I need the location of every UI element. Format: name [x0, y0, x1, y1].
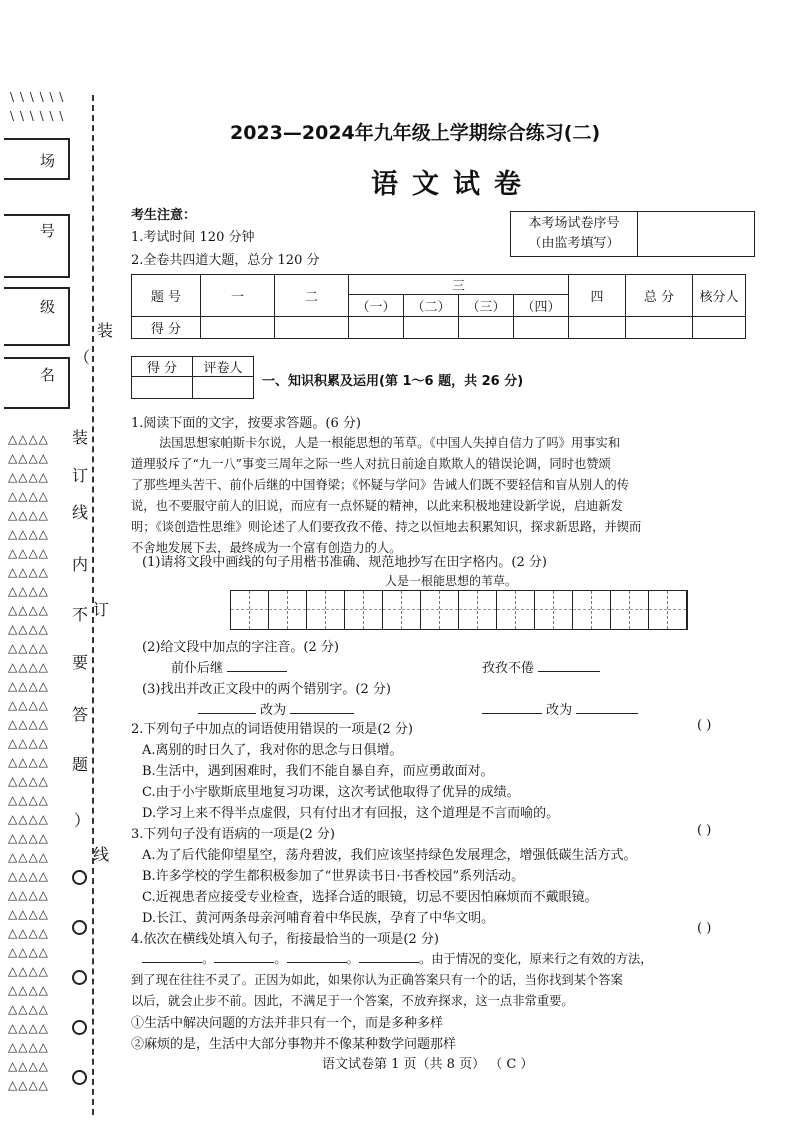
tianzige-half-cell[interactable] [269, 591, 288, 629]
q3-option-b: B.许多学校的学生都积极参加了“世界读书日·书香校园”系列活动。 [142, 869, 525, 884]
tianzige-half-cell[interactable] [554, 591, 573, 629]
binding-strip [0, 0, 125, 1123]
bind-char-outer-6: ） [74, 811, 91, 830]
q1-sub2: (2)给文段中加点的字注音。(2 分) [142, 640, 339, 655]
q2-option-d: D.学习上来不得半点虚假，只有付出才有回报，这个道理是不言而喻的。 [142, 806, 560, 821]
tianzige-half-cell[interactable] [649, 591, 668, 629]
q1-passage-line-3: 了那些埋头苦干、前仆后继的中国脊梁；《怀疑与学问》告诫人们既不要轻信和盲从别人的传 [131, 478, 630, 492]
sequence-label: 本考场试卷序号 [528, 216, 620, 231]
q4-blank-sep-1: 。 [202, 952, 215, 966]
q1-passage-line-2: 道理驳斥了“九一八”事变三周年之际一些人对抗日前途自欺欺人的错误论调，同时也赞颂 [131, 457, 611, 471]
notice-item-1: 1.考试时间 120 分钟 [131, 230, 255, 245]
q2-stem: 2.下列句子中加点的词语使用错误的一项是(2 分) [131, 722, 413, 737]
tianzige-half-cell[interactable] [288, 591, 307, 629]
q4-blank-sep-2: 。 [274, 952, 287, 966]
tianzige-half-cell[interactable] [364, 591, 383, 629]
q4-blank-1[interactable] [142, 950, 202, 963]
decor-slashes: \ \ \ \ \ \ \ \ \ \ \ \ [10, 90, 65, 123]
q1-sub3-right-2[interactable] [576, 701, 638, 714]
q3-option-c: C.近视患者应接受专业检查，选择合适的眼镜，切忌不要因怕麻烦而不戴眼镜。 [142, 890, 598, 905]
binding-hole-3 [72, 970, 87, 985]
binding-hole-4 [72, 1020, 87, 1035]
q1-passage-line-5: 明；《谈创造性思维》则论述了人们要孜孜不倦、持之以恒地去积累知识，探求新思路，并锲而 [131, 520, 642, 534]
score-row-label-score: 得 分 [132, 317, 201, 339]
bind-char-inner-3: 内 [72, 555, 89, 574]
tianzige-half-cell[interactable] [421, 591, 440, 629]
q1-sub2-a [171, 657, 287, 676]
exam-room-box [4, 138, 70, 180]
sequence-input-cell[interactable] [638, 212, 755, 257]
score-row-label-number: 题 号 [132, 275, 201, 317]
score-cell[interactable] [404, 317, 459, 339]
grader-score-cell[interactable] [132, 377, 193, 399]
q3-stem: 3.下列句子没有语病的一项是(2 分) [131, 827, 335, 842]
q1-sub3-change-label-1: 改为 [260, 703, 287, 718]
tianzige-half-cell[interactable] [668, 591, 687, 629]
exam-room-label: 场 [40, 152, 56, 170]
score-cell[interactable] [459, 317, 514, 339]
score-cell[interactable] [693, 317, 746, 339]
score-cell[interactable] [201, 317, 275, 339]
tianzige-half-cell[interactable] [459, 591, 478, 629]
score-cell[interactable] [349, 317, 404, 339]
sequence-sublabel: （由监考填写） [528, 236, 620, 251]
score-table [131, 274, 746, 339]
q4-blank-3[interactable] [287, 950, 347, 963]
q4-answer-paren[interactable]: ( ) [697, 921, 712, 936]
q1-sub2-a-blank[interactable] [227, 659, 287, 672]
q1-sub1: (1)请将文段中画线的句子用楷书准确、规范地抄写在田字格内。(2 分) [142, 555, 547, 570]
q4-blank-2[interactable] [214, 950, 274, 963]
bind-char-inner-7: 题 [72, 755, 89, 774]
col-header-1: 一 [201, 275, 275, 317]
name-label: 名 [40, 366, 56, 384]
score-cell[interactable] [514, 317, 569, 339]
sub-col-2: （二） [404, 295, 459, 317]
q4-blank-sep-3: 。 [346, 952, 359, 966]
q1-sub1-model: 人是一根能思想的苇草。 [385, 574, 518, 588]
q1-passage-line-6: 不舍地发展下去，最终成为一个富有创造力的人。 [131, 541, 402, 555]
bind-char-inner-2: 线 [72, 503, 89, 522]
grader-score-label: 得 分 [132, 357, 193, 377]
tianzige-grid[interactable] [230, 590, 688, 630]
q1-sub3: (3)找出并改正文段中的两个错别字。(2 分) [142, 682, 391, 697]
q4-stem: 4.依次在横线处填入句子，衔接最恰当的一项是(2 分) [131, 932, 439, 947]
tianzige-half-cell[interactable] [516, 591, 535, 629]
class-label: 级 [40, 298, 56, 316]
exam-subject-title: 语文试卷 [371, 169, 535, 200]
q1-sub2-b [482, 657, 600, 676]
tianzige-half-cell[interactable] [573, 591, 592, 629]
binding-hole-1 [72, 870, 87, 885]
score-cell[interactable] [626, 317, 693, 339]
q1-passage-line-1: 法国思想家帕斯卡尔说，人是一根能思想的苇草。《中国人失掉自信力了吗》用事实和 [159, 436, 621, 450]
bind-char-outer-4: 订 [93, 600, 110, 619]
bind-char-outer-1: 装 [97, 321, 114, 340]
tianzige-half-cell[interactable] [231, 591, 250, 629]
q1-sub3-right-1[interactable] [290, 701, 354, 714]
class-box [4, 287, 70, 346]
q1-passage-line-4: 说，也不要服守前人的旧说，而应有一点怀疑的精神，以此来积极地建设新学说，启迪新发 [131, 499, 623, 513]
tianzige-half-cell[interactable] [326, 591, 345, 629]
bind-char-outer-2: （ [74, 348, 91, 367]
sequence-label-cell [511, 212, 638, 257]
tianzige-half-cell[interactable] [307, 591, 326, 629]
binding-hole-2 [72, 920, 87, 935]
exam-number-box [4, 214, 70, 278]
q2-option-b: B.生活中，遇到困难时，我们不能自暴自弃，而应勇敢面对。 [142, 764, 494, 779]
q3-option-a: A.为了后代能仰望星空，荡舟碧波，我们应该坚持绿色发展理念，增强低碳生活方式。 [142, 848, 637, 863]
tianzige-half-cell[interactable] [478, 591, 497, 629]
tianzige-half-cell[interactable] [630, 591, 649, 629]
q1-sub3-wrong-2[interactable] [482, 701, 542, 714]
col-header-3: 三 [349, 275, 569, 295]
q1-sub3-wrong-1[interactable] [198, 701, 256, 714]
bind-char-outer-3: 装 [72, 428, 89, 447]
bind-char-inner-4: 不 [72, 605, 89, 624]
tianzige-half-cell[interactable] [535, 591, 554, 629]
decor-triangles: △△△△ △△△△ △△△△ △△△△ △△△△ △△△△ △△△△ △△△△ △△△△ △△△△ △△△△ △△△△ △△△△ △△△△ △△△△ △△△△ △△△△ △△△△ △△△△ △△△△ △△△△ △△△△ △△△△ △△△△ △△△△ △△△△ △△△△ △△△△ △△△△ △△△△ △△△△ △△△△ △△△△ △△△△ △△△△ [8, 432, 49, 1092]
grader-name-label: 评卷人 [193, 357, 254, 377]
bind-char-inner-1: 订 [72, 466, 89, 485]
page-footer: 语文试卷第 1 页（共 8 页） （ C ） [322, 1057, 534, 1072]
tianzige-half-cell[interactable] [250, 591, 269, 629]
q2-option-a: A.离别的时日久了，我对你的思念与日俱增。 [142, 743, 403, 758]
section-1-title: 一、知识积累及运用(第 1～6 题，共 26 分) [262, 374, 524, 389]
binding-hole-5 [72, 1070, 87, 1085]
q4-passage-line-1 [142, 949, 653, 967]
sub-col-1: （一） [349, 295, 404, 317]
name-box [4, 357, 70, 409]
exam-title: 2023—2024年九年级上学期综合练习(二) [230, 122, 601, 144]
bind-char-inner-5: 要 [72, 653, 89, 672]
exam-number-label: 号 [40, 222, 56, 240]
col-header-total: 总 分 [626, 275, 693, 317]
q4-passage-line-3: 以后，就会止步不前。因此，不满足于一个答案，不放弃探求，这一点非常重要。 [131, 994, 574, 1008]
q1-stem: 1.阅读下面的文字，按要求答题。(6 分) [131, 416, 361, 431]
bind-char-inner-6: 答 [72, 705, 89, 724]
notice-heading: 考生注意： [131, 208, 197, 223]
grader-box [131, 356, 254, 399]
q1-sub3-fix-2 [482, 699, 638, 718]
sub-col-4: （四） [514, 295, 569, 317]
bind-char-outer-5: 线 [93, 845, 110, 864]
q3-option-d: D.长江、黄河两条母亲河哺育着中华民族，孕育了中华文明。 [142, 911, 495, 926]
col-header-checker: 核分人 [693, 275, 746, 317]
tianzige-half-cell[interactable] [611, 591, 630, 629]
score-cell[interactable] [275, 317, 349, 339]
q1-sub3-change-label-2: 改为 [546, 703, 573, 718]
q4-option-1: ①生活中解决问题的方法并非只有一个，而是多种多样 [131, 1016, 444, 1031]
notice-item-2: 2.全卷共四道大题，总分 120 分 [131, 253, 320, 268]
col-header-2: 二 [275, 275, 349, 317]
sequence-number-box [510, 211, 755, 257]
q1-sub2-b-blank[interactable] [538, 659, 600, 672]
tianzige-half-cell[interactable] [345, 591, 364, 629]
q4-passage-line-2: 到了现在往往不灵了。正因为如此，如果你认为正确答案只有一个的话，当你找到某个答案 [131, 973, 623, 987]
col-header-4: 四 [569, 275, 626, 317]
tianzige-half-cell[interactable] [383, 591, 402, 629]
q1-sub2-a-word: 前仆后继 [171, 661, 224, 676]
tianzige-half-cell[interactable] [497, 591, 516, 629]
q3-answer-paren[interactable]: ( ) [697, 823, 712, 838]
q4-option-2: ②麻烦的是，生活中大部分事物并不像某种数学问题那样 [131, 1037, 457, 1052]
tianzige-half-cell[interactable] [440, 591, 459, 629]
grader-name-cell[interactable] [193, 377, 254, 399]
q4-blank-4[interactable] [359, 950, 419, 963]
tianzige-half-cell[interactable] [402, 591, 421, 629]
score-cell[interactable] [569, 317, 626, 339]
q1-sub2-b-word: 孜孜不倦 [482, 661, 535, 676]
sub-col-3: （三） [459, 295, 514, 317]
q2-option-c: C.由于小宇歇斯底里地复习功课，这次考试他取得了优异的成绩。 [142, 785, 520, 800]
tianzige-half-cell[interactable] [592, 591, 611, 629]
q2-answer-paren[interactable]: ( ) [697, 718, 712, 733]
q4-passage-text-1: 。由于情况的变化，原来行之有效的方法， [418, 952, 653, 966]
q1-sub3-fix-1 [198, 699, 354, 718]
